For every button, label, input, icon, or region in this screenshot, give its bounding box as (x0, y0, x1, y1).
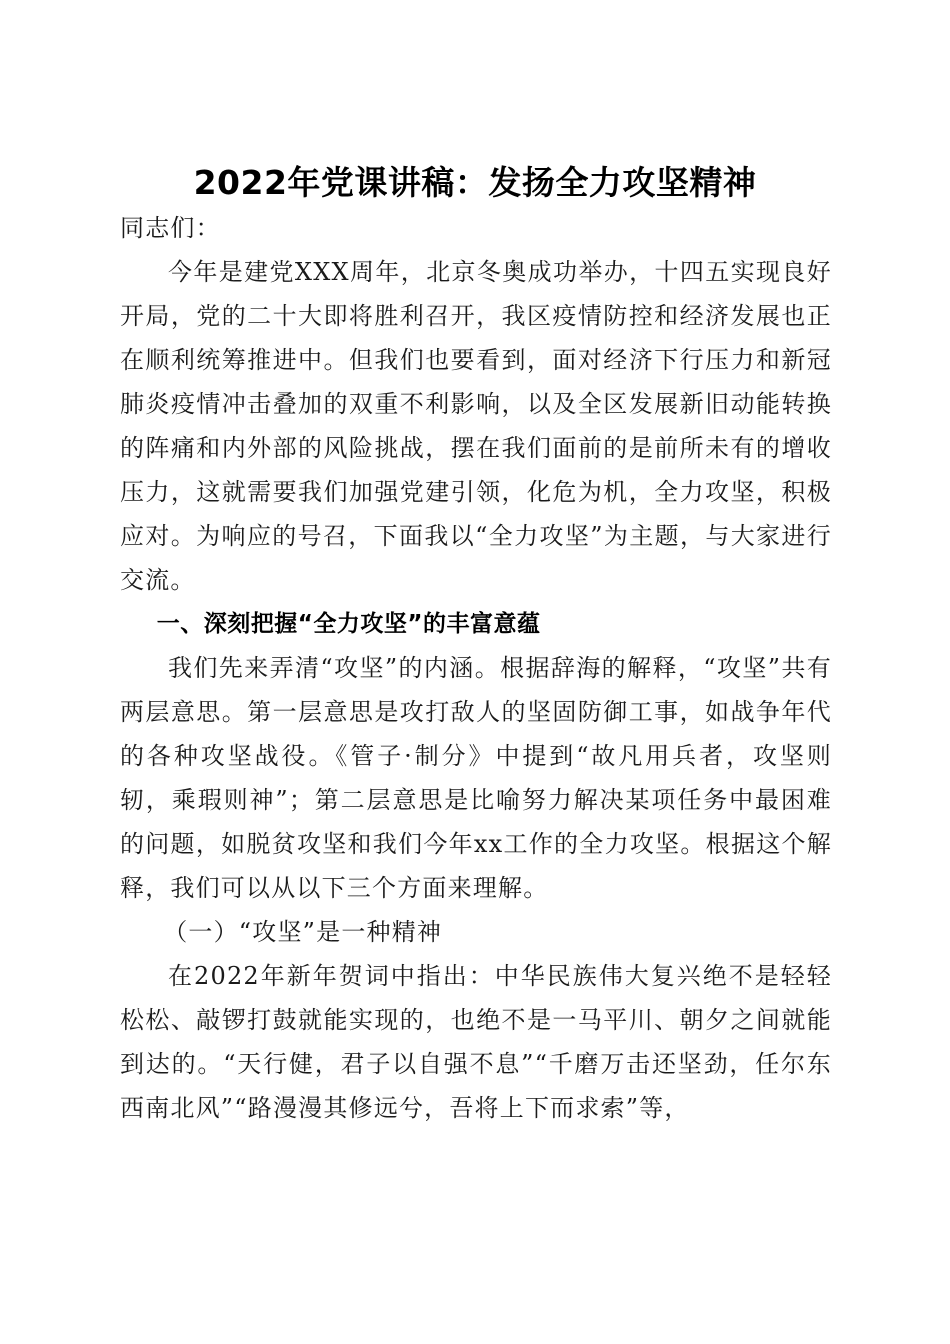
document-title: 2022年党课讲稿：发扬全力攻坚精神 (193, 163, 757, 203)
subsection-heading-1: （一）“攻坚”是一种精神 (163, 918, 443, 946)
section-1-paragraph: 我们先来弄清“攻坚”的内涵。根据辞海的解释，“攻坚”共有两层意思。第一层意思是攻打敌人的坚固防御工事，如战争年代的各种攻坚战役。《管子·制分》中提到“故凡用兵者，攻坚则轫，乘瑕则神”；第二层意思是比喻努力解决某项任务中最困难的问题，如脱贫攻坚和我们今年xx工作的全力攻坚。根据这个解释，我们可以从以下三个方面来理解。 (120, 654, 832, 902)
subsection-1-paragraph: 在2022年新年贺词中指出：中华民族伟大复兴绝不是轻轻松松、敲锣打鼓就能实现的，也绝不是一马平川、朝夕之间就能到达的。“天行健，君子以自强不息”“千磨万击还坚劲，任尔东西南北风”“路漫漫其修远兮，吾将上下而求索”等， (120, 962, 832, 1122)
document-body (120, 206, 832, 1130)
salutation: 同志们： (120, 214, 221, 242)
intro-paragraph: 今年是建党XXX周年，北京冬奥成功举办，十四五实现良好开局，党的二十大即将胜利召开，我区疫情防控和经济发展也正在顺利统筹推进中。但我们也要看到，面对经济下行压力和新冠肺炎疫情冲击叠加的双重不利影响，以及全区发展新旧动能转换的阵痛和内外部的风险挑战，摆在我们面前的是前所未有的增收压力，这就需要我们加强党建引领，化危为机，全力攻坚，积极应对。为响应的号召，下面我以“全力攻坚”为主题，与大家进行交流。 (120, 258, 832, 594)
section-heading-1: 一、深刻把握“全力攻坚”的丰富意蕴 (156, 611, 541, 637)
